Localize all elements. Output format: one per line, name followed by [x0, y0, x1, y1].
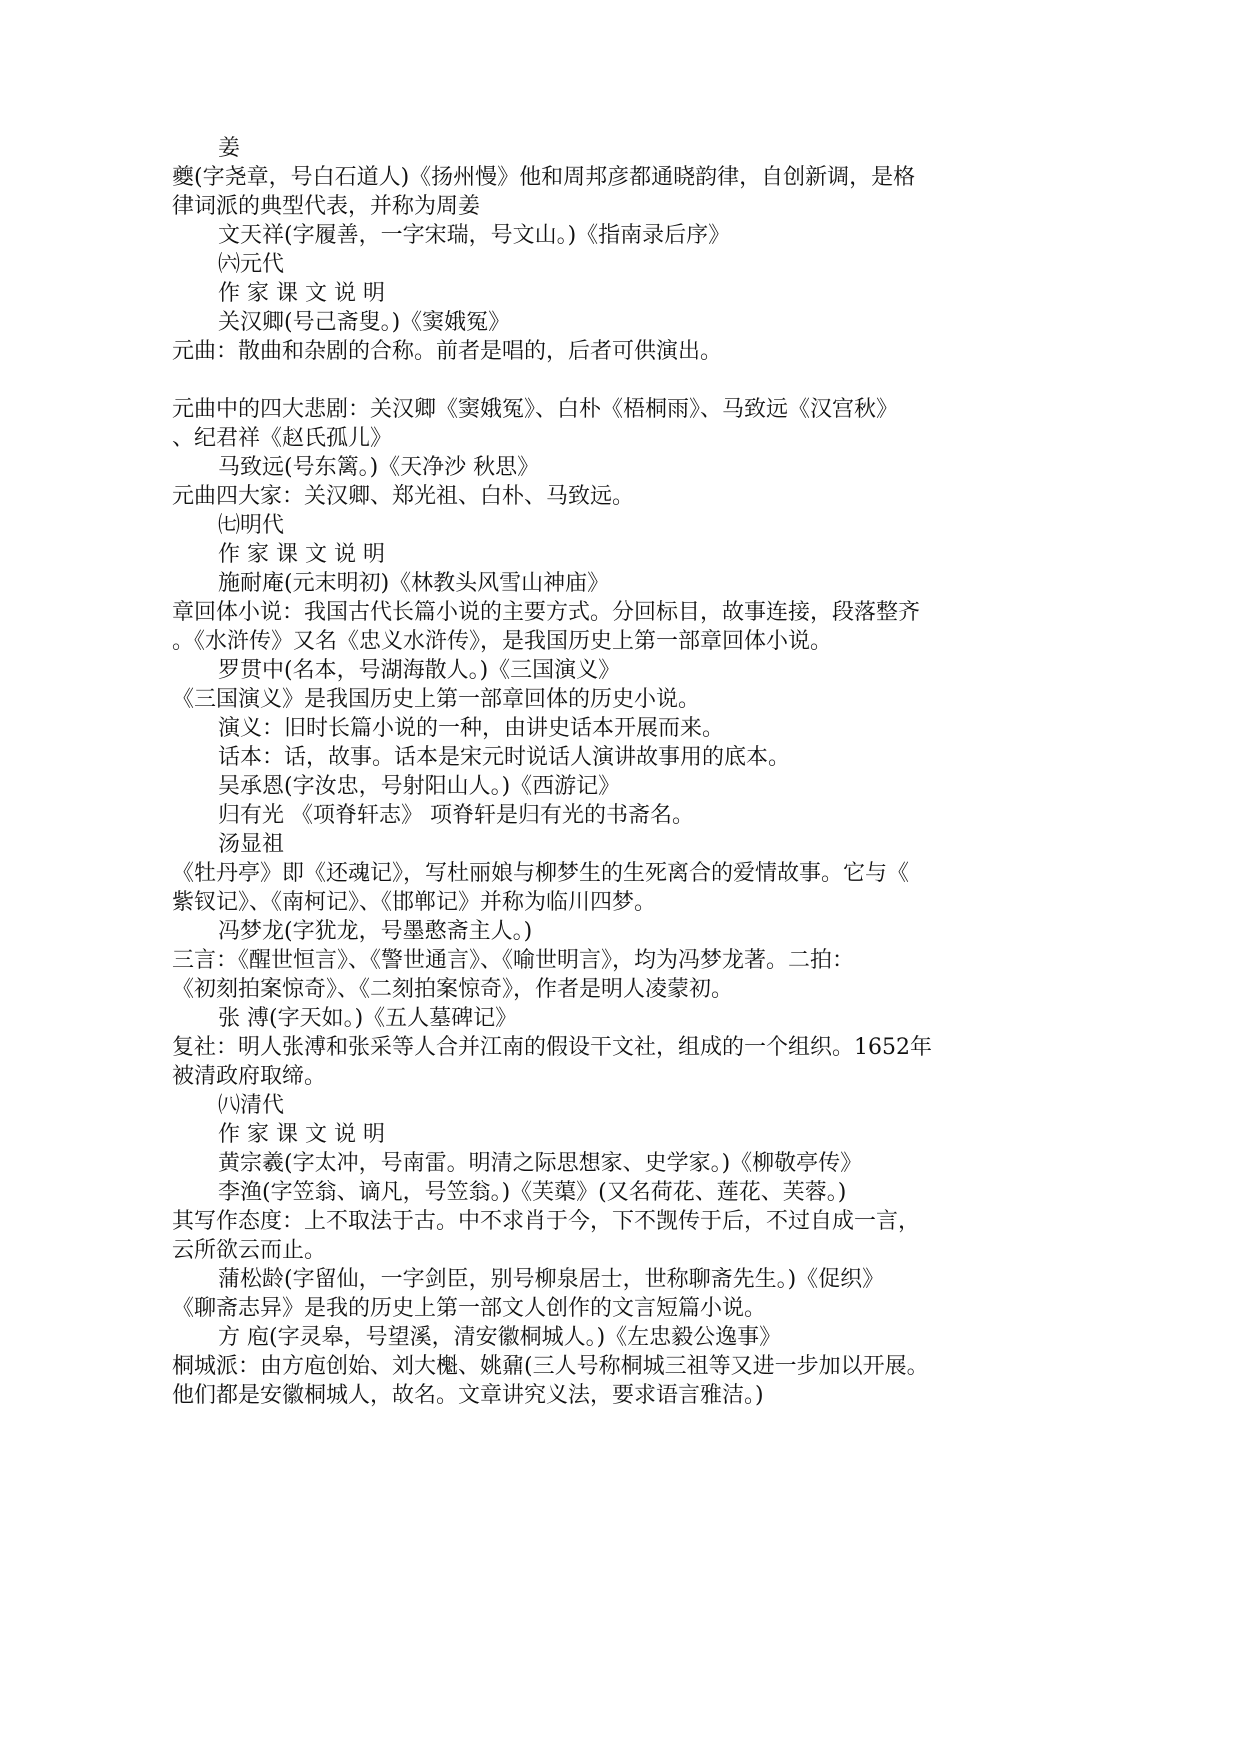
note-tongcheng-line: 桐城派：由方庖创始、刘大櫆、姚鼐(三人号称桐城三祖等又进一步加以开展。	[172, 1354, 929, 1379]
author-jiang-kui-entry-line: 律词派的典型代表，并称为周姜	[172, 194, 481, 219]
column-header: 作 家 课 文 说 明	[218, 542, 385, 567]
note-tongcheng-line: 他们都是安徽桐城人，故名。文章讲究义法，要求语言雅洁。)	[172, 1383, 764, 1408]
note-four-masters: 元曲四大家：关汉卿、郑光祖、白朴、马致远。	[172, 484, 635, 509]
note-fushe-line: 被清政府取缔。	[172, 1064, 327, 1089]
author-pu-songling: 蒲松龄(字留仙，一字剑臣，别号柳泉居士，世称聊斋先生。)《促织》	[218, 1267, 885, 1292]
note-li-yu-line: 云所欲云而止。	[172, 1238, 327, 1263]
author-fang-bao: 方 庖(字灵皋，号望溪，清安徽桐城人。)《左忠毅公逸事》	[218, 1325, 782, 1350]
author-gui-youguang: 归有光 《项脊轩志》 项脊轩是归有光的书斋名。	[218, 803, 694, 828]
author-wu-chengen: 吴承恩(字汝忠，号射阳山人。)《西游记》	[218, 774, 621, 799]
author-shi-naian: 施耐庵(元末明初)《林教头风雪山神庙》	[218, 571, 610, 596]
note-four-tragedies-line: 元曲中的四大悲剧：关汉卿《窦娥冤》、白朴《梧桐雨》、马致远《汉宫秋》	[172, 397, 899, 422]
author-ma-zhiyuan: 马致远(号东篱。)《天净沙 秋思》	[218, 455, 540, 480]
author-tang-xianzu: 汤显祖	[218, 832, 285, 857]
author-jiang-kui-entry-line: 夔(字尧章，号白石道人)《扬州慢》他和周邦彦都通晓韵律，自创新调，是格	[172, 165, 916, 190]
section-heading-ming: ㈦明代	[218, 513, 285, 538]
author-wen-tianxiang: 文天祥(字履善，一字宋瑞，号文山。)《指南录后序》	[218, 223, 731, 248]
note-fushe-line: 复社：明人张溥和张采等人合并江南的假设干文社，组成的一个组织。1652年	[172, 1035, 932, 1060]
note-huaben: 话本：话，故事。话本是宋元时说话人演讲故事用的底本。	[218, 745, 791, 770]
author-guan-hanqing: 关汉卿(号己斋叟。)《窦娥冤》	[218, 310, 511, 335]
section-heading-yuan: ㈥元代	[218, 252, 285, 277]
note-mudanting-line: 紫钗记》、《南柯记》、《邯郸记》并称为临川四梦。	[172, 890, 657, 915]
author-zhang-pu: 张 溥(字天如。)《五人墓碑记》	[218, 1006, 518, 1031]
note-zhanghui-line: 。《水浒传》又名《忠义水浒传》，是我国历史上第一部章回体小说。	[172, 629, 833, 654]
author-jiang-kui-name: 姜	[218, 136, 241, 161]
note-mudanting-line: 《牡丹亭》即《还魂记》，写杜丽娘与柳梦生的生死离合的爱情故事。它与《	[172, 861, 910, 886]
note-zhanghui-line: 章回体小说：我国古代长篇小说的主要方式。分回标目，故事连接，段落整齐	[172, 600, 921, 625]
author-luo-guanzhong: 罗贯中(名本，号湖海散人。)《三国演义》	[218, 658, 621, 683]
author-li-yu: 李渔(字笠翁、谪凡，号笠翁。)《芙蕖》(又名荷花、莲花、芙蓉。)	[218, 1180, 847, 1205]
blank-line	[172, 366, 1072, 395]
note-yuanqu: 元曲：散曲和杂剧的合称。前者是唱的，后者可供演出。	[172, 339, 723, 364]
section-heading-qing: ㈧清代	[218, 1093, 285, 1118]
note-sanyan-erpai-line: 三言：《醒世恒言》、《警世通言》、《喻世明言》，均为冯梦龙著。二拍：	[172, 948, 855, 973]
note-sanguo: 《三国演义》是我国历史上第一部章回体的历史小说。	[172, 687, 701, 712]
author-feng-menglong: 冯梦龙(字犹龙，号墨憨斋主人。)	[218, 919, 533, 944]
note-four-tragedies-line: 、纪君祥《赵氏孤儿》	[172, 426, 393, 451]
note-sanyan-erpai-line: 《初刻拍案惊奇》、《二刻拍案惊奇》，作者是明人凌蒙初。	[172, 977, 734, 1002]
document-body	[172, 134, 1072, 1410]
note-li-yu-line: 其写作态度：上不取法于古。中不求肖于今，下不觊传于后，不过自成一言，	[172, 1209, 921, 1234]
note-yanyi: 演义：旧时长篇小说的一种，由讲史话本开展而来。	[218, 716, 725, 741]
column-header: 作 家 课 文 说 明	[218, 1122, 385, 1147]
note-liaozhai: 《聊斋志异》是我的历史上第一部文人创作的文言短篇小说。	[172, 1296, 767, 1321]
column-header: 作 家 课 文 说 明	[218, 281, 385, 306]
author-huang-zongxi: 黄宗羲(字太冲，号南雷。明清之际思想家、史学家。)《柳敬亭传》	[218, 1151, 863, 1176]
